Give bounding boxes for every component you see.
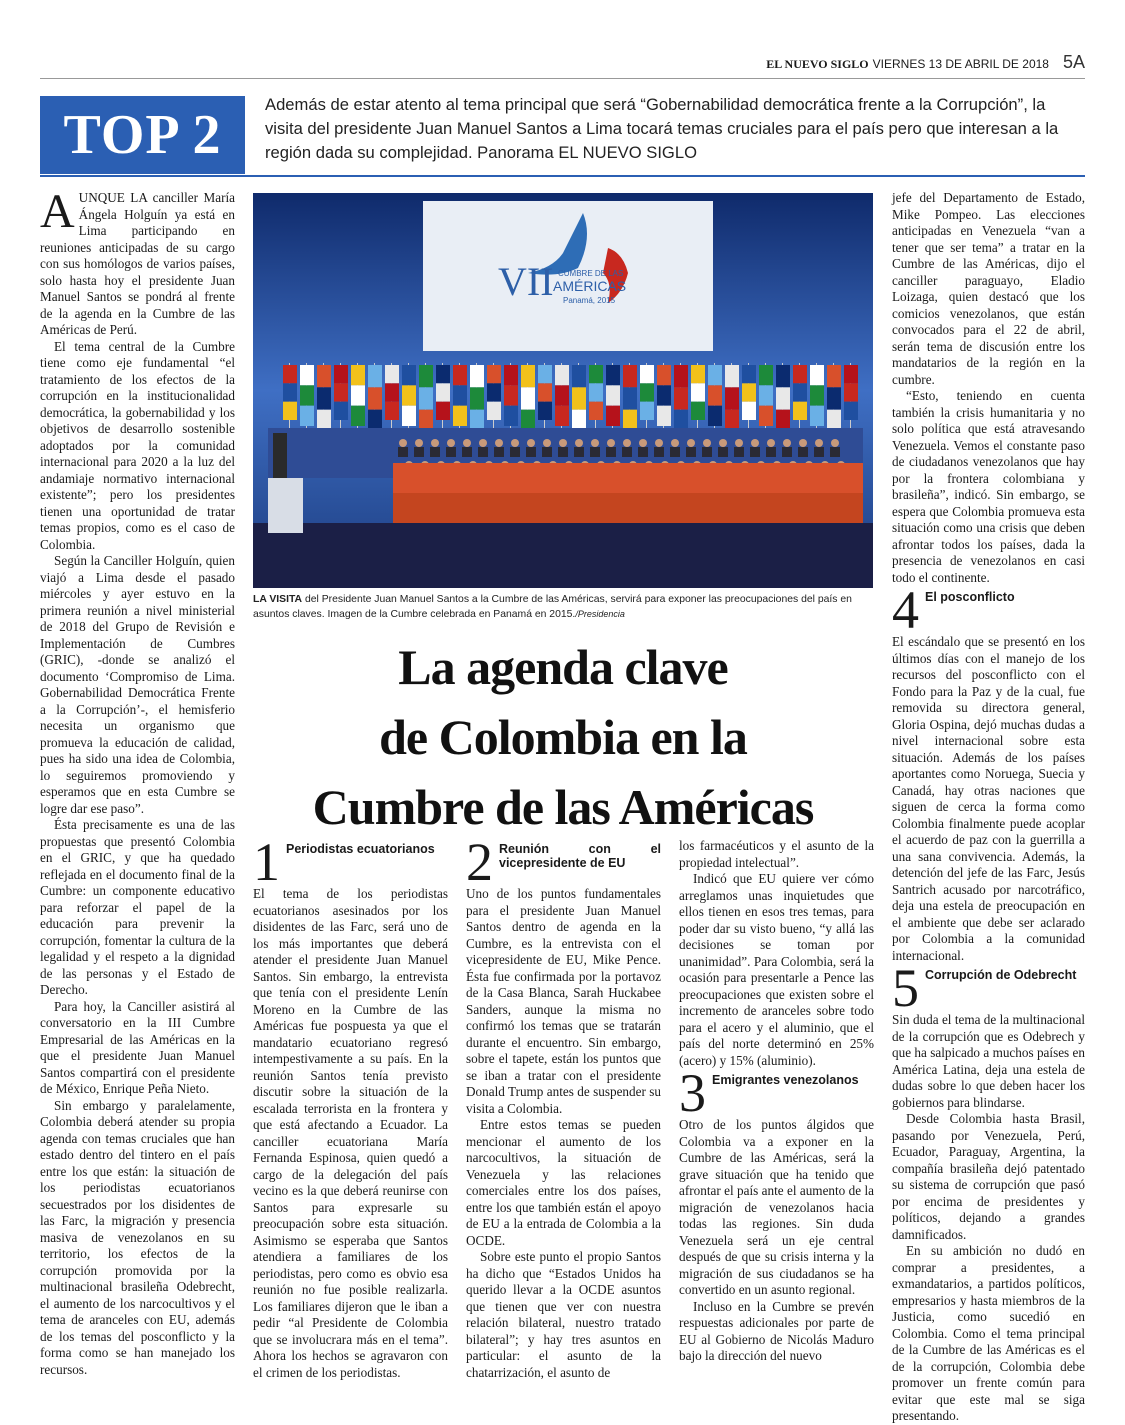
section-rule [40, 175, 1085, 177]
subhead-1 [253, 840, 448, 884]
subhead-5 [892, 966, 1085, 1010]
headline [253, 632, 873, 842]
paragraph: El tema central de la Cumbre tiene como eje fundamental “el tratamiento de los efectos de la corrupción en la institucionalidad democrática, la gobernabilidad y los objetivos de desarrollo sostenible adoptados por la comunidad internacional para 2020 a la luz del andamiaje normativo internacional existente”; pero los presidentes tienen una oportunidad de tratar temas propios, como es el caso de Colombia. [40, 338, 235, 552]
paragraph: Uno de los puntos fundamentales para el presidente Juan Manuel Santos dentro de agenda en la Cumbre, es la entrevista con el vicepresidente de EU, Mike Pence. Ésta fue confirmada por la portavoz de la Casa Blanca, Sarah Huckabee Sanders, aunque la misma no confirmó los temas que se tratarán durante el encuentro. Sin embargo, sobre el tapete, están los puntos que se iban a tratar con el presidente Donald Trump antes de suspender su visita a Colombia. [466, 886, 661, 1116]
paragraph: Para hoy, la Canciller asistirá al conversatorio en la III Cumbre Empresarial de las Américas en la que el presidente Juan Manuel Santos compartirá con el presidente de México, Enrique Peña Nieto. [40, 998, 235, 1096]
article-column-1 [40, 185, 235, 1378]
paragraph: En su ambición no dudó en comprar a presidentes, a exmandatarios, a partidos políticos, empresarios y hasta miembros de la Justicia, como sucedió en Colombia. Como el tema principal de la Cumbre de las Américas es el de la corrupción, Colombia debe promover un frente común para evitar que este mal se siga presentando. [892, 1243, 1085, 1423]
paragraph: Sin duda el tema de la multinacional de la corrupción que es Odebrech y que ha salpicado a muchos países en América Latina, deja una estela de dudas sobre lo que deben hacer los gobiernos para blindarse. [892, 1012, 1085, 1110]
subhead-title: Corrupción de Odebrecht [925, 968, 1077, 982]
newspaper-name: EL NUEVO SIGLO [766, 57, 869, 71]
subhead-title: Periodistas ecuatorianos [286, 842, 435, 856]
paragraph: Sin embargo y paralelamente, Colombia deberá atender su propia agenda con temas cruciales que han estado dentro del tintero en el país entre los que están: la situación de los periodistas ecuatorianos secuestrados por los disidentes de las Farc, la migración y presencia masiva de venezolanos en su territorio, los efectos de la corrupción promovida por la multinacional brasileña Odebrecht, el aumento de los narcocultivos y el tema de aranceles con EU, además de los temas del posconflicto y la forma como se han manejado los recursos. [40, 1097, 235, 1377]
paragraph: jefe del Departamento de Estado, Mike Pompeo. Las elecciones anticipadas en Venezuela “van a tener que ser tema” a tratar en la Cumbre de las Américas, dijo el canciller paraguayo, Eladio Loizaga, quien destacó que los comicios venezolanos, que están convocados para el 22 de abril, serán tema de discusión entre los mandatarios de la región en la cumbre. [892, 190, 1085, 387]
subhead-title: Emigrantes venezolanos [712, 1073, 859, 1087]
headline-line-2: de Colombia en la [379, 709, 747, 765]
banner-line-1: CUMBRE DE LAS [558, 269, 624, 278]
summit-photo-illustration [253, 193, 873, 588]
article-column-3 [466, 838, 661, 1381]
subhead-4 [892, 588, 1085, 632]
subhead-title: El posconflicto [925, 590, 1015, 604]
paragraph: Según la Canciller Holguín, quien viajó a Lima desde el pasado miércoles y ayer estuvo en la primera reunión a nivel ministerial de 2018 del Grupo de Revisión e Implementación de Cumbres (GRIC), -donde se analizó el documento ‘Compromiso de Lima. Gobernabilidad Democrática Frente a la Corrupción’-, el hemisferio necesita un organismo que promueva la educación de calidad, pues ha sido una idea de Colombia, lo seguiremos promoviendo y esperamos que en esta Cumbre se logre dar ese paso”. [40, 553, 235, 816]
subhead-title: Reunión con el vicepresidente de EU [499, 842, 661, 870]
caption-text: del Presidente Juan Manuel Santos a la Cumbre de las Américas, servirá para exponer las preocupaciones del país en asuntos claves. Imagen de la Cumbre celebrada en Panamá en 2015. [253, 594, 852, 620]
lead-paragraph: Además de estar atento al tema principal que será “Gobernabilidad democrática frente a la Corrupción”, la visita del presidente Juan Manuel Santos a Lima tocará temas cruciales para el país pero que interesan a la región dada su complejidad. Panorama EL NUEVO SIGLO [265, 95, 1059, 162]
photo-caption [253, 593, 873, 622]
paragraph: El tema de los periodistas ecuatorianos asesinados por los disidentes de las Farc, será uno de los más importantes que deberá atender el presidente Juan Manuel Santos. Sin embargo, la entrevista que tenía con el presidente Lenín Moreno en la Cumbre de las Américas fue pospuesta ya que el mandatario ecuatoriano regresó intempestivamente a su país. En la reunión Santos tenía previsto discutir sobre la situación de la escalada terrorista en la frontera y que está afectando a Ecuador. La canciller ecuatoriana María Fernanda Espinosa, quien quedó a cargo de la delegación del país vecino es la que deberá reunirse con Santos para expresarle su preocupación sobre esta situación. Asimismo se esperaba que Santos atendiera a familiares de los periodistas, pero como es obvio esa reunión no fue posible realizarla. Los familiares dijeron que le iban a pedir “al Presidente de Colombia que se involucrara más en el tema”. Ahora los hechos se agravaron con el crimen de los periodistas. [253, 886, 448, 1380]
page-number: 5A [1062, 52, 1085, 72]
banner-line-2: AMÉRICAS [553, 278, 627, 294]
drop-cap: A [40, 185, 75, 238]
headline-line-3: Cumbre de las Américas [312, 779, 814, 835]
paragraph: Indicó que EU quiere ver cómo arreglamos unas inquietudes que ellos tienen en esos tres temas, para poder dar su visto bueno, “y allá las decisiones se toman por unanimidad”. Para Colombia, será la ocasión para presentarle a Pence las preocupaciones que existen sobre el incremento de aranceles sobre todo para el acero y el aluminio, que el país del norte determinó en 25% (acero) y 15% (aluminio). [679, 871, 874, 1068]
paragraph: Entre estos temas se pueden mencionar el aumento de los narcocultivos, la situación de Venezuela y las relaciones comerciales entre los dos países, entre los que también están el apoyo de EU a la entrada de Colombia a la OCDE. [466, 1117, 661, 1248]
photo-credit: /Presidencia [575, 609, 625, 619]
paragraph: “Esto, teniendo en cuenta también la crisis humanitaria y no solo política que está atravesando Venezuela. Vemos el constante paso de ciudadanos venezolanos que hay por la frontera colombiana y brasileña”, indicó. Sin embargo, se espera que Colombia promueva esta situación como una crisis que deben afrontar todos los países, dada la presencia de venezolanos en casi todo el continente. [892, 388, 1085, 585]
subhead-number: 2 [466, 840, 493, 884]
subhead-2 [466, 840, 661, 884]
paragraph: Sobre este punto el propio Santos ha dicho que “Estados Unidos ha querido llevar a la OCDE asuntos que tienen que ver con nuestra relación bilateral, nuestro tratado bilateral”; y hay tres asuntos en particular: el asunto de la chatarrización, el asunto de [466, 1249, 661, 1380]
subhead-number: 1 [253, 840, 280, 884]
subhead-3 [679, 1071, 874, 1115]
top-rule [40, 78, 1085, 79]
subhead-number: 5 [892, 966, 919, 1010]
paragraph: Otro de los puntos álgidos que Colombia va a exponer en la Cumbre de las Américas, será la grave situación que ha tenido que afrontar el país ante el aumento de la migración de venezolanos hacia todas las regiones. Sin duda Venezuela será un eje central después de que su crisis interna y la migración de sus ciudadanos se ha convertido en un asunto regional. [679, 1117, 874, 1297]
masthead [766, 52, 1085, 73]
subhead-number: 3 [679, 1071, 706, 1115]
issue-date: VIERNES 13 DE ABRIL DE 2018 [872, 57, 1049, 71]
headline-line-1: La agenda clave [398, 639, 728, 695]
article-column-4 [679, 838, 874, 1365]
paragraph: los farmacéuticos y el asunto de la propiedad intelectual”. [679, 838, 874, 870]
banner-line-3: Panamá, 2015 [563, 296, 616, 305]
opening-paragraph: AUNQUE LA canciller María Ángela Holguín ya está en Lima participando en reuniones anticipadas de su cargo con sus homólogos de varios países, solo hasta hoy el presidente Juan Manuel Santos se pondrá al frente de la agenda en la Cumbre de las Américas de Perú. [40, 185, 235, 337]
section-tag: TOP 2 [40, 96, 245, 174]
paragraph: Ésta precisamente es una de las propuestas que presentó Colombia en el GRIC, y que ha quedado reflejada en el documento final de la Cumbre: un componente educativo para reforzar el papel de la educación para prevenir la corrupción, fomentar la cultura de la legalidad y el respeto a la dignidad de las personas y el Estado de Derecho. [40, 817, 235, 997]
summit-photo [253, 193, 873, 588]
banner-numeral: VII [498, 259, 554, 304]
paragraph: Desde Colombia hasta Brasil, pasando por Venezuela, Perú, Ecuador, Paraguay, Argentina, la compañía brasileña dejó patentado su sistema de corrupción que pasó por encima de presidentes y políticos, dejando a grandes damnificados. [892, 1111, 1085, 1242]
article-column-2 [253, 838, 448, 1381]
paragraph: El escándalo que se presentó en los últimos días con el manejo de los recursos del posconflicto con el Fondo para la Paz y de la cual, fue removida su directora general, Gloria Ospina, dejó muchas dudas a nivel internacional sobre esta situación. Además de los países aportantes como Noruega, Suecia y Canadá, hay otras naciones que siguen de cerca la forma como Colombia finalmente puede acoplar el acuerdo de paz con la guerrilla a una sana convivencia. Además, la detención del jefe de las Farc, Jesús Santrich acusado por narcotráfico, deja una estela de preocupación en el ambiente que debe ser aclarado por Colombia a la comunidad internacional. [892, 634, 1085, 963]
caption-label: LA VISITA [253, 594, 303, 605]
paragraph: Incluso en la Cumbre se prevén respuestas adicionales por parte de EU al Gobierno de Nicolás Maduro bajo la dirección del nuevo [679, 1298, 874, 1363]
subhead-number: 4 [892, 588, 919, 632]
article-column-5 [892, 190, 1085, 1425]
